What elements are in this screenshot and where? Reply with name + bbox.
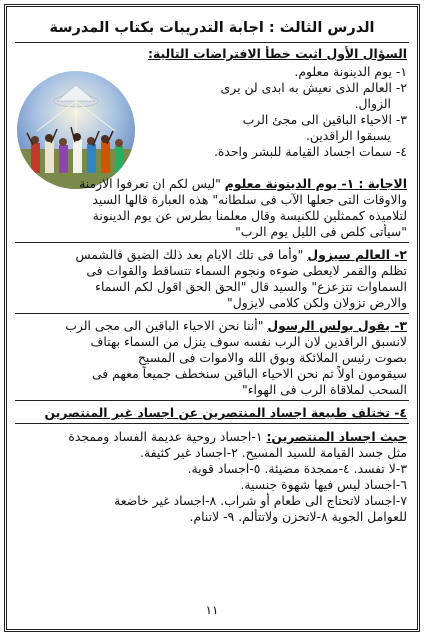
answer-3-divider <box>15 400 409 401</box>
answer-4-heading: ٤- تختلف طبيعة اجساد المنتصرين عن اجساد غير المنتصرين <box>44 405 407 420</box>
question1-item-4: ٤- سمات اجساد القيامة للبشر واحدة. <box>213 144 407 159</box>
question1-item-3: ٣- الاحياء الباقين الى مجئ الرب <box>242 112 407 127</box>
winners-line-2: مثل جسد القيامة للسيد المسيح. ٢-اجساد غير كثيفة. <box>140 445 407 460</box>
answer-3-line-1 <box>17 318 407 333</box>
answer-3-line-5: السحب لملاقاة الرب فى الهواء" <box>242 382 407 397</box>
answer-3-lead: ٣- يقول بولس الرسول <box>267 318 407 333</box>
answer-3-text: "أننا نحن الاحياء الباقين الى مجى الرب <box>65 318 268 333</box>
answer-3-line-2: لانسبق الراقدين لان الرب نفسه سوف ينزل من السماء بهتاف <box>90 334 407 349</box>
question1-item-2: ٢- العالم الذى نعيش به ابدى لن يرى <box>220 80 407 95</box>
answer-1-line-4: "سيأتى كلص فى الليل يوم الرب" <box>235 224 407 239</box>
question1-item-3-cont: يسبقوا الراقدين. <box>305 128 391 143</box>
answer-1-lead: الاجابة : ١- يوم الدينونة معلوم <box>224 176 407 191</box>
title-divider <box>15 42 409 43</box>
answer-2-line-4: والارض تزولان ولكن كلامى لايزول" <box>227 295 407 310</box>
answer-2-lead: ٢- العالم سيزول <box>307 247 407 262</box>
question1-item-1: ١- يوم الدينونة معلوم. <box>294 64 407 79</box>
answer-1-divider <box>15 242 409 243</box>
winners-line-6: للعوامل الجوية ٨-لاتحزن ولاتتألم. ٩- لاتنام. <box>189 509 407 524</box>
answer-2-line-3: السماوات تتزعزع" والسيد قال "الحق الحق اقول لكم السماء <box>95 279 407 294</box>
page-content <box>13 13 411 623</box>
question1-item-2-cont: الزوال. <box>354 96 391 111</box>
answer-1-line-3: لتلاميذه كممثلين للكنيسة وقال معلمنا بطرس عن يوم الدينونة <box>92 208 407 223</box>
answer-3-line-4: سيقومون اولاً ثم نحن الاحياء الباقين سنخطف جميعاً معهم فى <box>91 366 407 381</box>
winners-lead: حيث اجساد المنتصرين: <box>266 429 407 444</box>
winners-line-5: ٧-اجساد لاتحتاج الى طعام أو شراب. ٨-اجساد غير خاضعة <box>114 493 407 508</box>
answer-2-divider <box>15 313 409 314</box>
answer-1-line-2: والاوقات التى جعلها الآب فى سلطانه" هذه العبارة قالها السيد <box>92 192 407 207</box>
page-title: الدرس الثالث : اجابة التدريبات بكتاب المدرسة <box>49 21 375 36</box>
answer-1-line-1 <box>17 176 407 191</box>
answer-3-line-3: بصوت رئيس الملائكة وبوق الله والاموات فى المسيح <box>138 350 407 365</box>
winners-line-4: ٦-اجساد ليس فيها شهوة جنسية. <box>240 477 407 492</box>
winners-line-3: ٣-لا تفسد. ٤-ممجدة مضيئة. ٥-اجساد قوية. <box>187 461 407 476</box>
answer-2-line-1 <box>17 247 407 262</box>
winners-line-1 <box>17 429 407 444</box>
answer-4-divider <box>15 423 409 424</box>
question1-heading: السؤال الأول اثبت خطأ الافتراضات التالية: <box>148 46 407 61</box>
resurrection-illustration <box>17 71 135 189</box>
page-frame <box>4 4 420 632</box>
answer-2-text: "وأما فى تلك الايام بعد ذلك الضيق فالشمس <box>75 247 308 262</box>
winners-text: ١-اجساد روحية عديمة الفساد وممجدة <box>68 429 267 444</box>
answer-2-line-2: تظلم والقمر لايعطى ضوءه ونجوم السماء تتساقط والقوات فى <box>86 263 407 278</box>
page-number: ١١ <box>205 603 219 617</box>
answer-1-text: "ليس لكم ان تعرفوا الازمنة <box>79 176 225 191</box>
